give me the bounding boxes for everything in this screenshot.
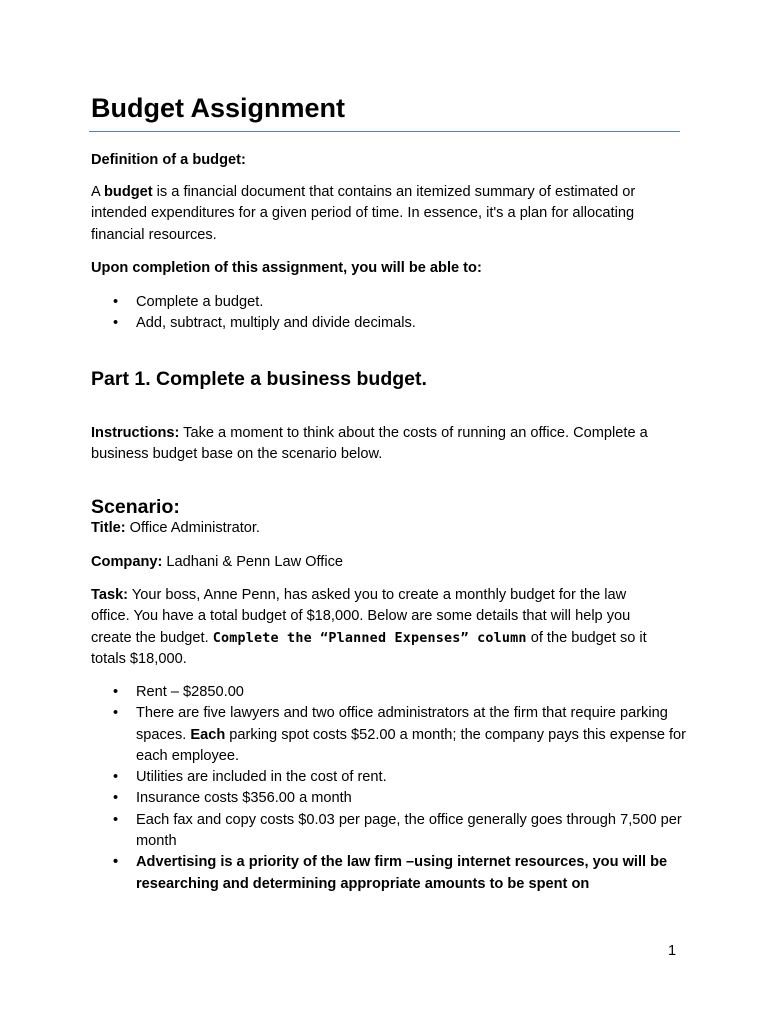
detail-parking-pre: There are five lawyers and two office administrators at the firm that require parking spaces. (136, 705, 668, 743)
detail-insurance: • Insurance costs $356.00 a month (91, 788, 687, 809)
page-number: 1 (668, 943, 677, 959)
title-underline-rule (89, 131, 680, 132)
detail-utilities: • Utilities are included in the cost of rent. (91, 767, 687, 788)
definition-paragraph (91, 182, 671, 246)
title-field-label: Title: (91, 520, 126, 536)
title-field (91, 518, 691, 539)
task-label: Task: (91, 587, 129, 603)
task-emphasis: Complete the “Planned Expenses” column (212, 630, 527, 646)
detail-fax: • Each fax and copy costs $0.03 per page, the office generally goes through 7,500 per month (91, 810, 687, 853)
detail-rent: • Rent – $2850.00 (91, 682, 687, 703)
company-field-value: Ladhani & Penn Law Office (162, 554, 344, 570)
title-field-value: Office Administrator. (125, 520, 260, 536)
task-text-2: of the budget so it totals $18,000. (91, 629, 647, 667)
objectives-list (91, 292, 691, 335)
detail-parking-post: parking spot costs $52.00 a month; the company pays this expense for each employee. (136, 726, 687, 764)
instructions-paragraph (91, 423, 677, 466)
definition-term: budget (103, 184, 153, 200)
detail-parking-bold: Each (190, 726, 226, 743)
detail-advertising: • Advertising is a priority of the law firm –using internet resources, you will be researching and determining appropriate amounts to be spent on (91, 852, 687, 895)
instructions-text: Take a moment to think about the costs of running an office. Complete a business budget base on the scenario below. (91, 425, 648, 463)
part1-heading: Part 1. Complete a business budget. (91, 368, 427, 390)
budget-details-list (91, 682, 687, 895)
instructions-label: Instructions: (91, 425, 180, 441)
objectives-heading: Upon completion of this assignment, you will be able to: (91, 260, 482, 276)
task-text-1: Your boss, Anne Penn, has asked you to create a monthly budget for the law office. You have a total budget of $18,000. Below are some details that will help you create the budget. (91, 587, 631, 646)
task-paragraph (91, 585, 667, 670)
page-title: Budget Assignment (91, 93, 346, 123)
definition-pre: A (91, 184, 104, 200)
objective-item: • Complete a budget. (91, 292, 691, 313)
company-field (91, 552, 691, 573)
definition-heading: Definition of a budget: (91, 152, 246, 168)
scenario-heading: Scenario: (91, 496, 180, 518)
objective-item: • Add, subtract, multiply and divide decimals. (91, 313, 691, 334)
company-field-label: Company: (91, 554, 163, 570)
detail-parking (91, 703, 687, 767)
definition-text: is a financial document that contains an itemized summary of estimated or intended expenditures for a given period of time. In essence, it's a plan for allocating financial resources. (91, 184, 636, 243)
